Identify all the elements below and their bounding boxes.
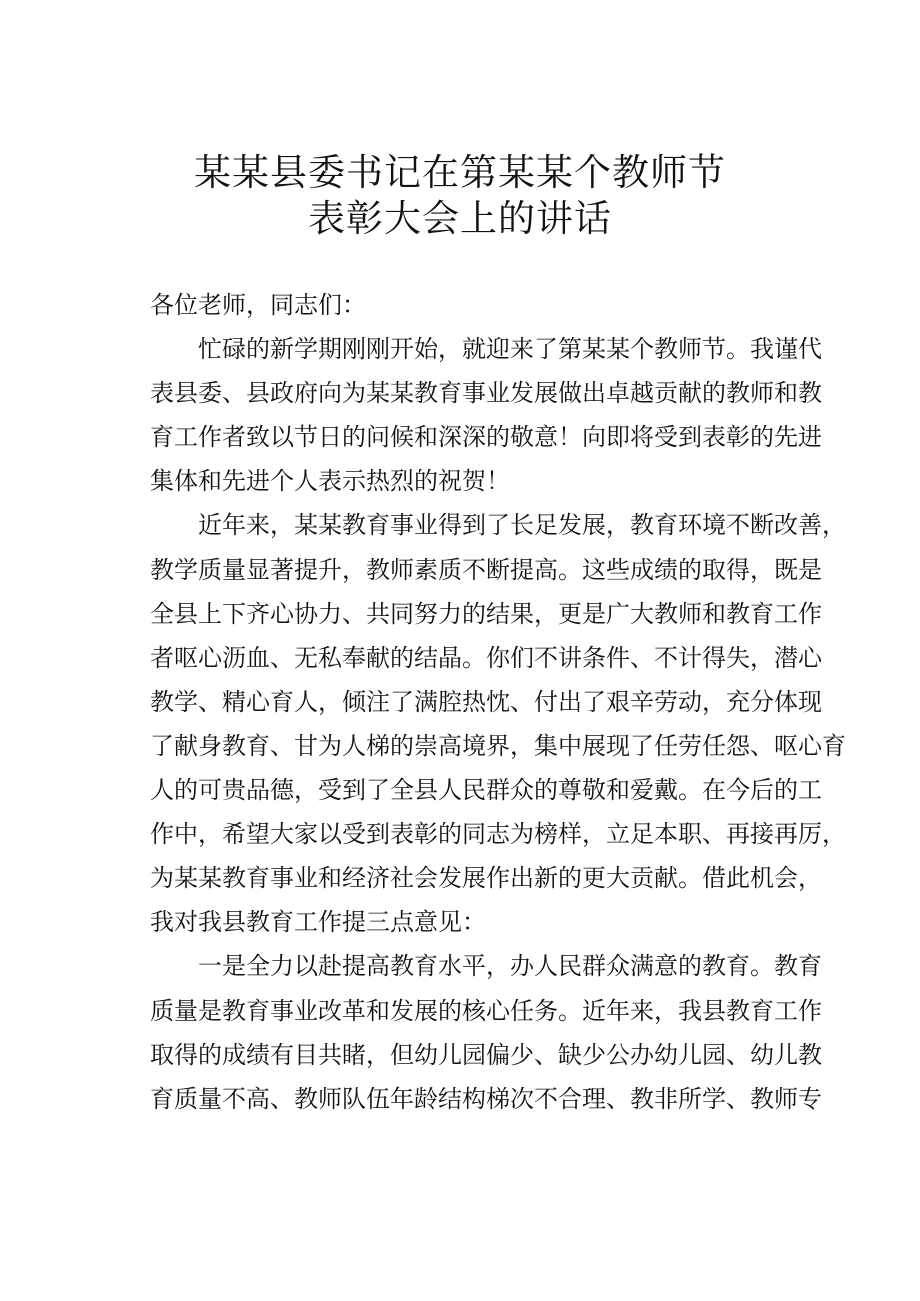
paragraph-3-line-1: 一是全力以赴提高教育水平，办人民群众满意的教育。教育 bbox=[198, 952, 822, 981]
paragraph-2-line-7: 人的可贵品德，受到了全县人民群众的尊敬和爱戴。在今后的工 bbox=[150, 776, 822, 805]
paragraph-2-line-4: 者呕心沥血、无私奉献的结晶。你们不讲条件、不计得失，潜心 bbox=[150, 643, 822, 672]
paragraph-2-line-2: 教学质量显著提升，教师素质不断提高。这些成绩的取得，既是 bbox=[150, 555, 822, 584]
paragraph-3-line-2: 质量是教育事业改革和发展的核心任务。近年来，我县教育工作 bbox=[150, 996, 822, 1025]
paragraph-3-line-3: 取得的成绩有目共睹，但幼儿园偏少、缺少公办幼儿园、幼儿教 bbox=[150, 1040, 822, 1069]
title-line-1: 某某县委书记在第某某个教师节 bbox=[194, 151, 726, 194]
paragraph-3-line-4: 育质量不高、教师队伍年龄结构梯次不合理、教非所学、教师专 bbox=[150, 1084, 822, 1113]
title-line-2: 表彰大会上的讲话 bbox=[308, 197, 612, 240]
document-body bbox=[150, 283, 846, 1121]
paragraph-2-line-9: 为某某教育事业和经济社会发展作出新的更大贡献。借此机会， bbox=[150, 864, 822, 893]
paragraph-2-line-6: 了献身教育、甘为人梯的崇高境界，集中展现了任劳任怨、呕心育 bbox=[150, 731, 846, 760]
salutation: 各位老师，同志们： bbox=[150, 291, 366, 319]
paragraph-2-line-10: 我对我县教育工作提三点意见： bbox=[150, 908, 486, 937]
paragraph-1-line-2: 表县委、县政府向为某某教育事业发展做出卓越贡献的教师和教 bbox=[150, 379, 822, 408]
document-title bbox=[0, 150, 920, 242]
paragraph-1-line-3: 育工作者致以节日的问候和深深的敬意！向即将受到表彰的先进 bbox=[150, 423, 822, 452]
paragraph-1-line-4: 集体和先进个人表示热烈的祝贺！ bbox=[150, 467, 510, 496]
paragraph-2-line-5: 教学、精心育人，倾注了满腔热忱、付出了艰辛劳动，充分体现 bbox=[150, 687, 822, 716]
paragraph-2-line-8: 作中，希望大家以受到表彰的同志为榜样，立足本职、再接再厉， bbox=[150, 820, 846, 849]
paragraph-1-line-1: 忙碌的新学期刚刚开始，就迎来了第某某个教师节。我谨代 bbox=[198, 335, 822, 364]
paragraph-2-line-3: 全县上下齐心协力、共同努力的结果，更是广大教师和教育工作 bbox=[150, 599, 822, 628]
paragraph-2-line-1: 近年来，某某教育事业得到了长足发展，教育环境不断改善， bbox=[198, 511, 846, 540]
